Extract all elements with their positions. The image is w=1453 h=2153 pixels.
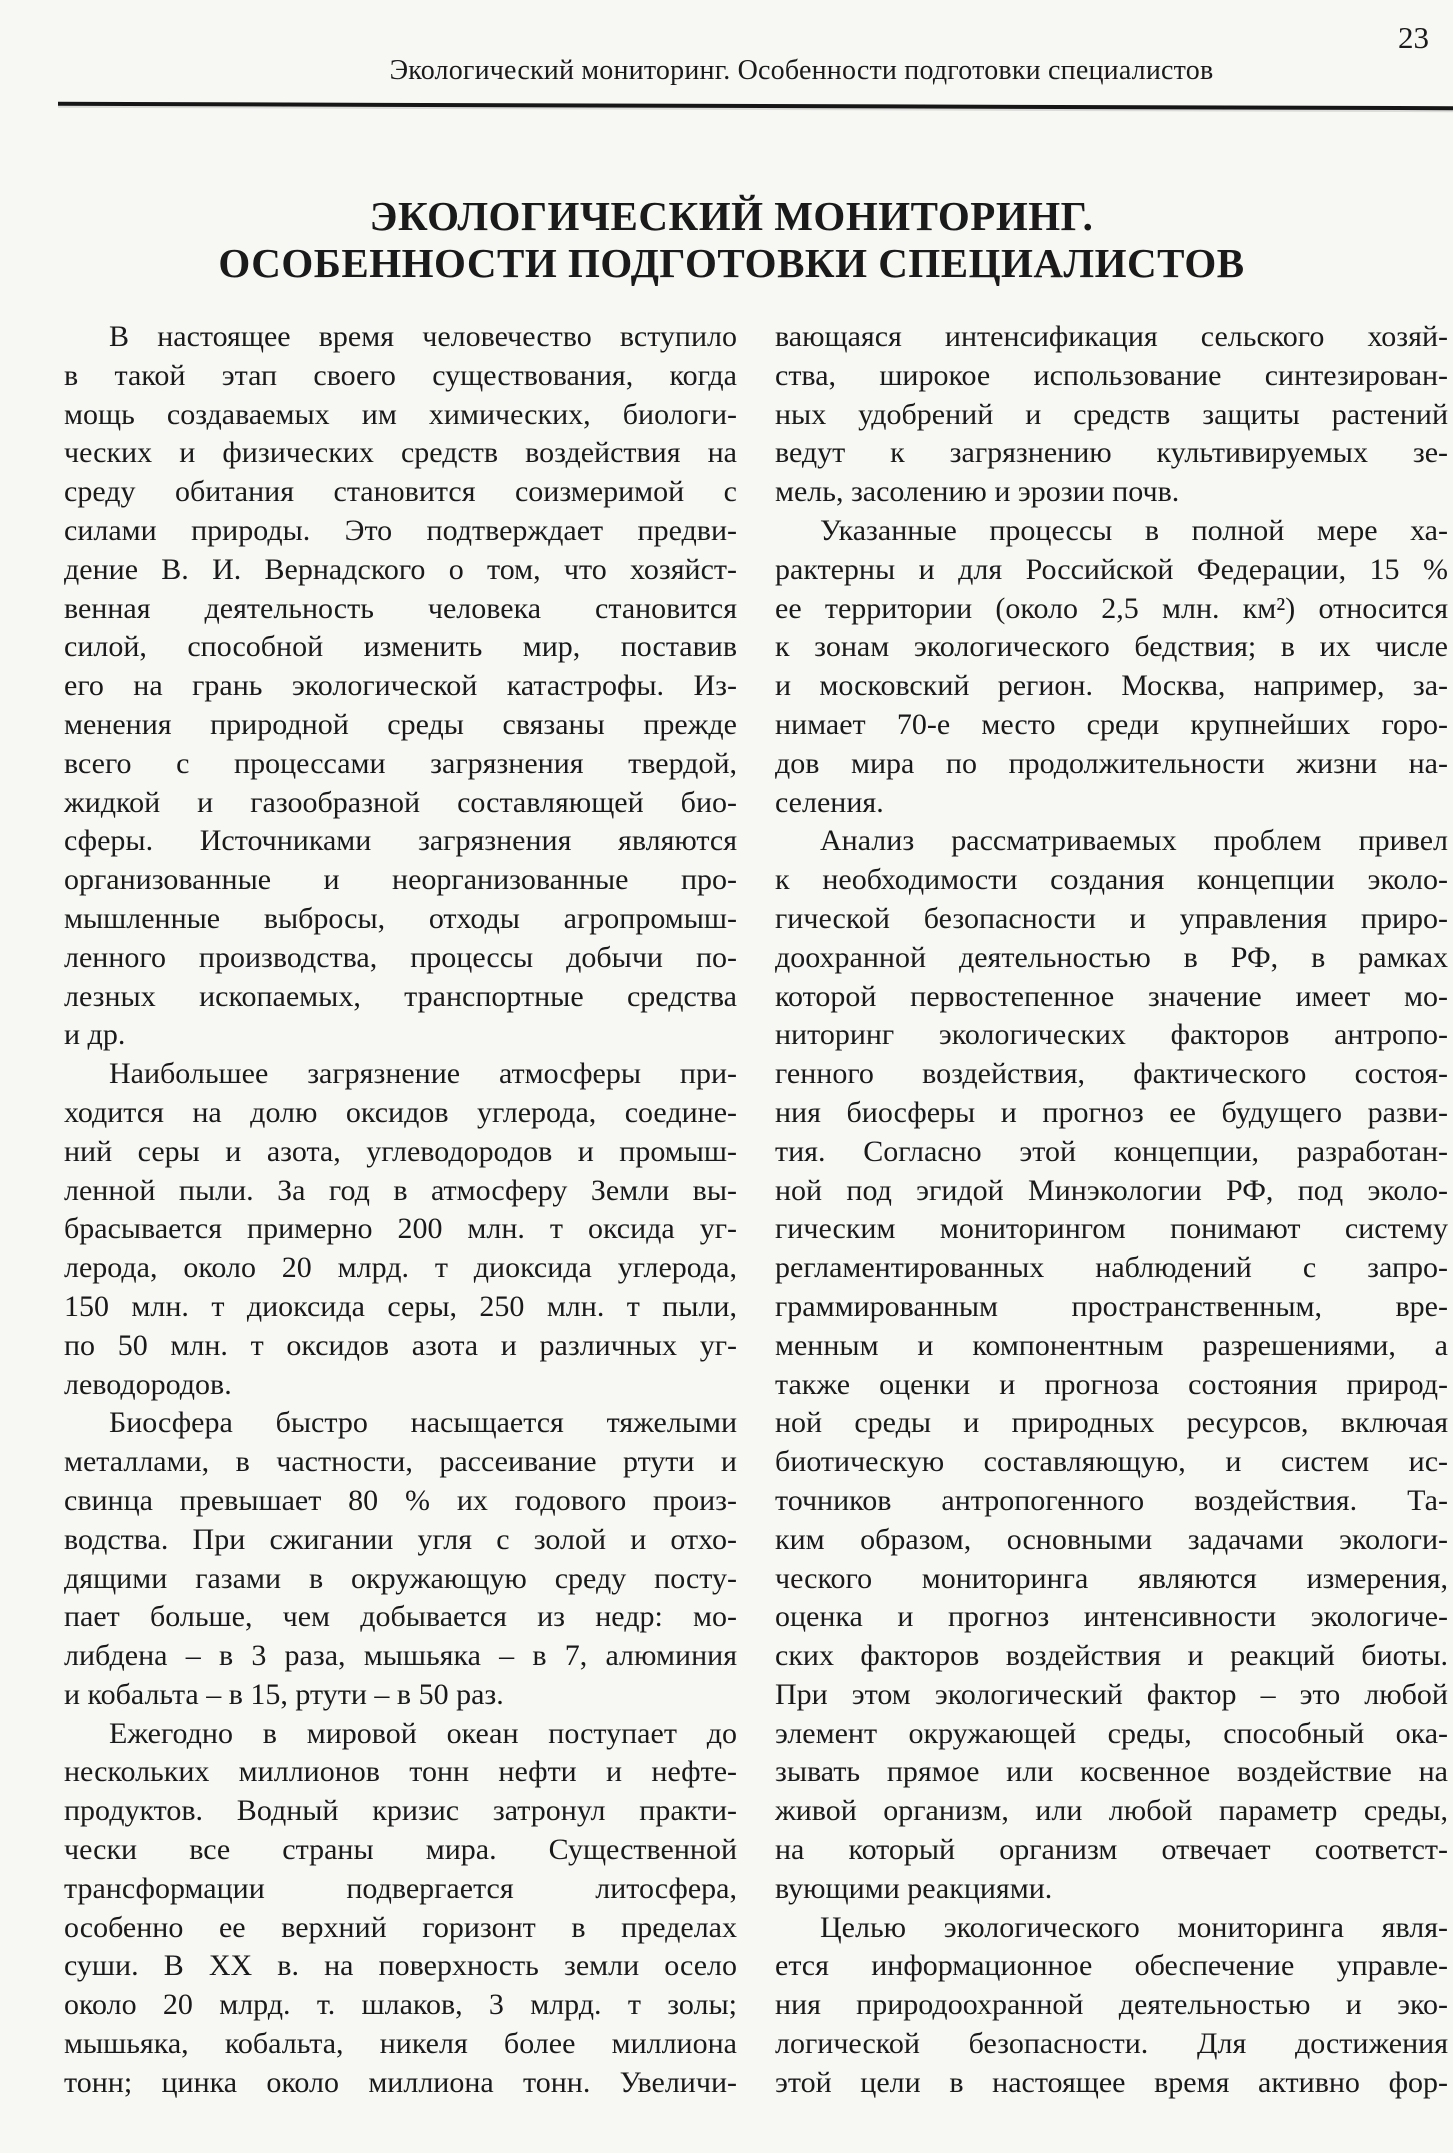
- text-line: жидкой и газообразной составляющей био-: [64, 785, 737, 819]
- text-line: продуктов. Водный кризис затронул практи-: [64, 1794, 737, 1828]
- paragraph: [775, 822, 1448, 1908]
- article-title-line-1: ЭКОЛОГИЧЕСКИЙ МОНИТОРИНГ.: [369, 193, 1094, 239]
- text-line: суши. В XX в. на поверхность земли осело: [64, 1949, 737, 1983]
- text-columns: [64, 318, 1448, 2103]
- text-line: ленной пыли. За год в атмосферу Земли вы-: [64, 1173, 737, 1207]
- text-line: При этом экологический фактор – это любой: [775, 1677, 1448, 1711]
- text-line: граммированным пространственным, вре-: [775, 1289, 1448, 1323]
- text-line: вающаяся интенсификация сельского хозяй-: [775, 320, 1448, 353]
- paragraph: [775, 318, 1448, 512]
- text-line: тия. Согласно этой концепции, разработан-: [775, 1134, 1448, 1168]
- text-line: гической безопасности и управления приро-: [775, 901, 1448, 935]
- running-head: Экологический мониторинг. Особенности подготовки специалистов: [389, 55, 1214, 86]
- text-line: рактерны и для Российской Федерации, 15 %: [775, 552, 1448, 586]
- header-rule: [58, 102, 1453, 110]
- text-line: биотическую составляющую, и систем ис-: [775, 1445, 1448, 1479]
- text-line: трансформации подвергается литосфера,: [64, 1871, 737, 1905]
- text-line: ной среды и природных ресурсов, включая: [775, 1406, 1448, 1440]
- text-line: ее территории (около 2,5 млн. км²) относится: [775, 591, 1448, 625]
- text-line: дящими газами в окружающую среду посту-: [64, 1561, 737, 1595]
- text-line: дение В. И. Вернадского о том, что хозяйст-: [64, 552, 737, 586]
- text-line: также оценки и прогноза состояния природ-: [775, 1367, 1448, 1401]
- text-line: Биосфера быстро насыщается тяжелыми: [109, 1406, 737, 1440]
- paragraph: [775, 512, 1448, 822]
- text-line: точников антропогенного воздействия. Та-: [775, 1483, 1448, 1517]
- text-line: по 50 млн. т оксидов азота и различных уг-: [64, 1328, 737, 1362]
- text-line: лерода, около 20 млрд. т диоксида углерода,: [64, 1251, 737, 1285]
- text-line: брасывается примерно 200 млн. т оксида уг-: [64, 1212, 737, 1246]
- text-line: вующими реакциями.: [775, 1871, 1053, 1905]
- article-title-line-2: ОСОБЕННОСТИ ПОДГОТОВКИ СПЕЦИАЛИСТОВ: [218, 240, 1245, 286]
- text-line: организованные и неорганизованные про-: [64, 863, 737, 897]
- text-line: Анализ рассматриваемых проблем привел: [820, 824, 1448, 858]
- text-line: мышленные выбросы, отходы агропромыш-: [64, 901, 737, 935]
- text-line: мель, засолению и эрозии почв.: [775, 475, 1180, 509]
- text-line: этой цели в настоящее время активно фор-: [775, 2065, 1448, 2099]
- text-line: в такой этап своего существования, когда: [64, 358, 737, 392]
- text-line: к зонам экологического бедствия; в их числе: [775, 630, 1448, 664]
- text-line: элемент окружающей среды, способный ока-: [775, 1716, 1448, 1750]
- text-line: тонн; цинка около миллиона тонн. Увеличи-: [64, 2065, 737, 2099]
- text-line: ческих и физических средств воздействия на: [64, 436, 737, 470]
- text-line: ных удобрений и средств защиты растений: [775, 397, 1448, 431]
- text-line: и кобальта – в 15, ртути – в 50 раз.: [64, 1677, 504, 1711]
- text-line: ниторинг экологических факторов антропо-: [775, 1018, 1448, 1052]
- text-line: доохранной деятельностью в РФ, в рамках: [775, 940, 1448, 974]
- text-line: свинца превышает 80 % их годового произ-: [64, 1483, 737, 1517]
- text-line: ства, широкое использование синтезирован-: [775, 358, 1448, 392]
- text-line: оценка и прогноз интенсивности экологиче-: [775, 1600, 1448, 1634]
- text-line: Указанные процессы в полной мере ха-: [820, 513, 1448, 547]
- text-line: на который организм отвечает соответст-: [775, 1833, 1448, 1867]
- text-line: всего с процессами загрязнения твердой,: [64, 746, 737, 780]
- text-line: генного воздействия, фактического состоя-: [775, 1057, 1448, 1091]
- text-line: и др.: [64, 1018, 126, 1052]
- text-line: зывать прямое или косвенное воздействие на: [775, 1755, 1448, 1789]
- text-line: которой первостепенное значение имеет мо-: [775, 979, 1448, 1013]
- text-line: ленного производства, процессы добычи по-: [64, 940, 737, 974]
- text-line: логической безопасности. Для достижения: [775, 2027, 1448, 2061]
- text-line: лезных ископаемых, транспортные средства: [64, 979, 737, 1013]
- text-line: Наибольшее загрязнение атмосферы при-: [109, 1057, 737, 1091]
- page-number: 23: [1398, 20, 1429, 55]
- text-line: нескольких миллионов тонн нефти и нефте-: [64, 1755, 737, 1789]
- text-line: живой организм, или любой параметр среды,: [775, 1794, 1448, 1828]
- right-column: [775, 318, 1448, 2103]
- text-line: к необходимости создания концепции эколо-: [775, 863, 1448, 897]
- text-line: регламентированных наблюдений с запро-: [775, 1251, 1448, 1285]
- article-title: [40, 193, 1423, 287]
- text-line: нимает 70-е место среди крупнейших горо-: [775, 707, 1448, 741]
- text-line: мышьяка, кобальта, никеля более миллиона: [64, 2027, 737, 2061]
- text-line: ной под эгидой Минэкологии РФ, под эколо-: [775, 1173, 1448, 1207]
- text-line: селения.: [775, 785, 884, 819]
- paragraph: [64, 1715, 737, 2103]
- text-line: среду обитания становится соизмеримой с: [64, 475, 737, 509]
- text-line: ческого мониторинга являются измерения,: [775, 1561, 1448, 1595]
- text-line: пает больше, чем добывается из недр: мо-: [64, 1600, 737, 1634]
- text-line: сферы. Источниками загрязнения являются: [64, 824, 737, 858]
- text-line: венная деятельность человека становится: [64, 591, 737, 625]
- text-line: Целью экологического мониторинга явля-: [820, 1910, 1448, 1944]
- text-line: менным и компонентным разрешениями, а: [775, 1328, 1448, 1362]
- text-line: ется информационное обеспечение управле-: [775, 1949, 1448, 1983]
- text-line: либдена – в 3 раза, мышьяка – в 7, алюминия: [64, 1639, 737, 1673]
- text-line: 150 млн. т диоксида серы, 250 млн. т пыли,: [64, 1289, 737, 1323]
- text-line: особенно ее верхний горизонт в пределах: [64, 1910, 737, 1944]
- left-column: [64, 318, 737, 2103]
- paragraph: [64, 1055, 737, 1404]
- text-line: и московский регион. Москва, например, за-: [775, 669, 1448, 703]
- text-line: леводородов.: [64, 1367, 232, 1401]
- text-line: ким образом, основными задачами экологи-: [775, 1522, 1448, 1556]
- text-line: ния биосферы и прогноз ее будущего разви-: [775, 1095, 1448, 1129]
- text-line: ния природоохранной деятельностью и эко-: [775, 1988, 1448, 2022]
- text-line: мощь создаваемых им химических, биологи-: [64, 397, 737, 431]
- text-line: чески все страны мира. Существенной: [64, 1833, 737, 1867]
- text-line: ских факторов воздействия и реакций биоты.: [775, 1639, 1448, 1673]
- text-line: дов мира по продолжительности жизни на-: [775, 746, 1448, 780]
- paragraph: [64, 1404, 737, 1714]
- text-line: ходится на долю оксидов углерода, соедине-: [64, 1095, 737, 1129]
- text-line: Ежегодно в мировой океан поступает до: [109, 1716, 737, 1750]
- text-line: ний серы и азота, углеводородов и промыш-: [64, 1134, 737, 1168]
- text-line: металлами, в частности, рассеивание ртути и: [64, 1445, 737, 1479]
- text-line: ведут к загрязнению культивируемых зе-: [775, 436, 1448, 470]
- text-line: водства. При сжигании угля с золой и отхо-: [64, 1522, 737, 1556]
- text-line: его на грань экологической катастрофы. Из-: [64, 669, 737, 703]
- text-line: менения природной среды связаны прежде: [64, 707, 737, 741]
- text-line: силой, способной изменить мир, поставив: [64, 630, 737, 664]
- text-line: около 20 млрд. т. шлаков, 3 млрд. т золы;: [64, 1988, 737, 2022]
- text-line: силами природы. Это подтверждает предви-: [64, 513, 737, 547]
- text-line: гическим мониторингом понимают систему: [775, 1212, 1448, 1246]
- text-line: В настоящее время человечество вступило: [109, 320, 737, 353]
- paragraph: [64, 318, 737, 1055]
- paragraph: [775, 1909, 1448, 2103]
